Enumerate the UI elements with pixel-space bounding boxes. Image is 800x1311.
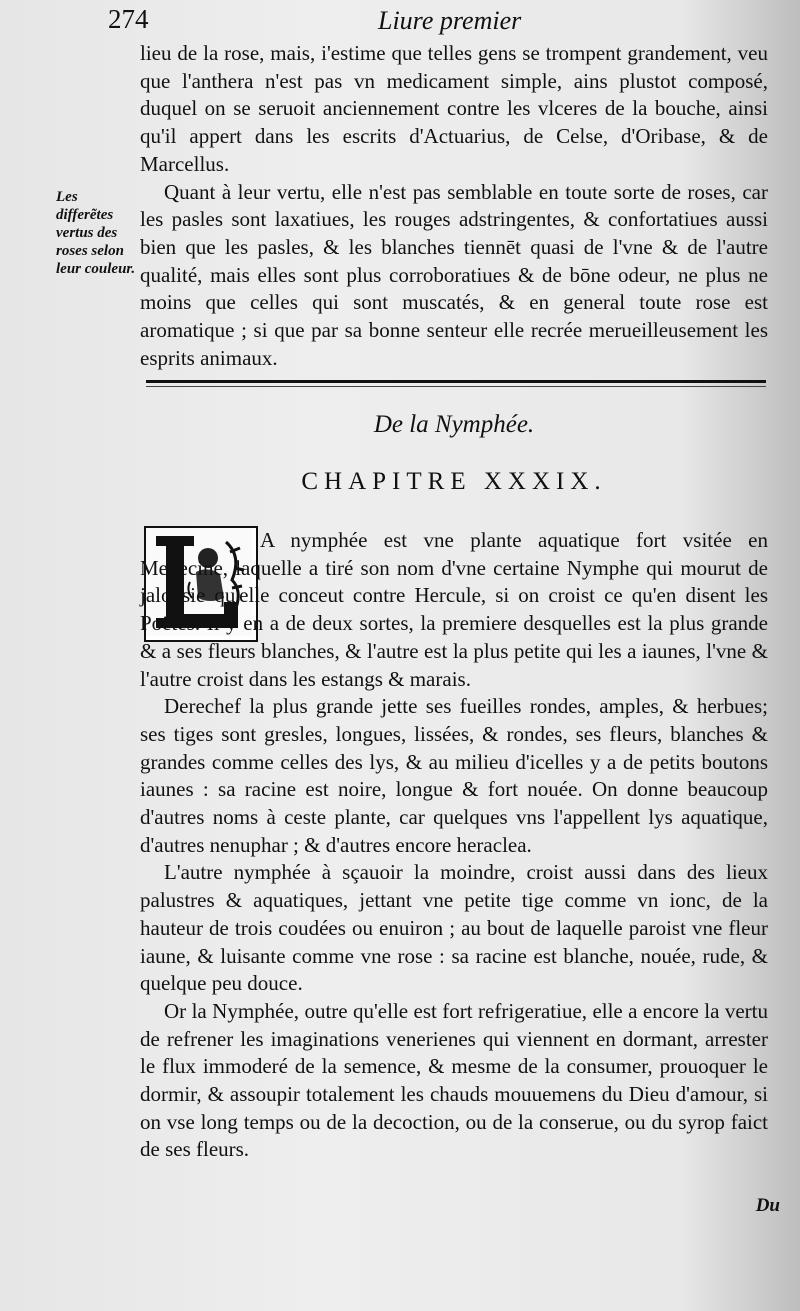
running-head-title: Liure premier <box>378 6 522 35</box>
paragraph: A nymphée est vne plante aquatique fort vsitée en Medecine, laquelle a tiré son nom d'vne certaine Nymphe qui mourut de jalousie qu'elle conceut contre Hercule, si on croist ce qu'en disent les Poëtes. Il y en a de deux sortes, la premiere desquelles est la plus grande & a ses fleurs blanches, & l'autre est la plus petite qui les a iaunes, l'vne & l'autre croist dans les estangs & marais. <box>140 528 768 691</box>
chapter-title: CHAPITRE XXXIX. <box>301 468 607 495</box>
page-number: 274 <box>108 4 149 34</box>
margin-note: Les differẽtes vertus des roses selon leur couleur. <box>56 189 136 277</box>
paragraph: Derechef la plus grande jette ses fueilles rondes, amples, & herbues; ses tiges sont gresles, longues, lissées, & rondes, ses fleurs, blanches & grandes comme celles des lys, & au milieu d'icelles y a de petits boutons iaunes : sa racine est noire, longue & fort nouée. On donne beaucoup d'autres noms à ceste plante, car quelques vns l'appellent lys aquatique, d'autres nenuphar ; & d'autres encore heraclea. <box>140 694 768 857</box>
running-head <box>108 4 788 36</box>
paragraph: Or la Nymphée, outre qu'elle est fort refrigeratiue, elle a encore la vertu de refrener les imaginations venerienes qui viennent en dormant, arrester le flux immoderé de la semence, & mesme de la consumer, prouoquer le dormir, & assoupir totalement les chauds mouuemens du Dieu d'amour, si on vse long temps ou de la decoction, ou de la conserue, ou du syrop faict de ses fleurs. <box>140 998 768 1162</box>
paragraph: Quant à leur vertu, elle n'est pas semblable en toute sorte de roses, car les pasles sont laxatiues, les rouges adstringentes, & confortatiues aussi bien que les pasles, & les blanches tiennēt quasi de l'vne & de l'autre qualité, mais elles sont plus corroboratiues & de bōne odeur, ne plus ne moins que celles qui sont muscatés, & en general toute rose est aromatique ; si que par sa bonne senteur elle recrée merueilleusement les esprits animaux. <box>140 179 768 370</box>
paragraph: lieu de la rose, mais, i'estime que telles gens se trompent grandement, veu que l'anthera n'est pas vn medicament simple, ains plustot composé, duquel on se seruoit anciennement contre les vlceres de la bouche, ainsi qu'il appert dans les escrits d'Actuarius, de Celse, d'Oribase, & de Marcellus. <box>140 41 768 176</box>
paragraph: L'autre nymphée à sçauoir la moindre, croist aussi dans des lieux palustres & aquatiques, jettant vne petite tige comme vn ionc, de la hauteur de trois coudées ou enuiron ; au bout de laquelle paroist vne fleur iaune, & luisante comme vne rose : sa racine est blanche, nouée, rude, & quelque peu douce. <box>140 860 768 996</box>
section-title: De la Nymphée. <box>373 411 535 438</box>
section-rule <box>146 380 766 383</box>
catchword: Du <box>755 1195 780 1216</box>
chapter-text <box>140 527 768 1164</box>
section-rule-thin <box>146 386 766 387</box>
top-text <box>140 40 768 372</box>
